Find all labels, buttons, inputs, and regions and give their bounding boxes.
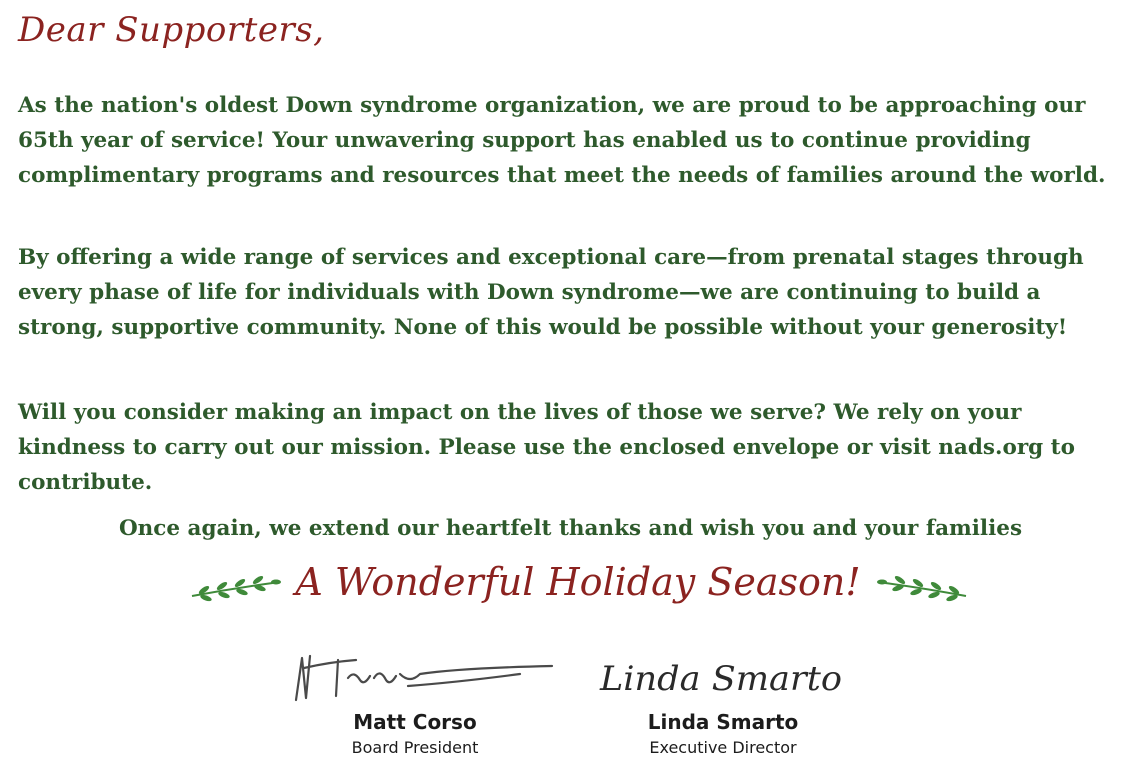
closing-line: Once again, we extend our heartfelt thanks and wish you and your families: [118, 516, 1023, 541]
greeting: Dear Supporters,: [18, 10, 325, 50]
letter-paragraph-1: As the nation's oldest Down syndrome organization, we are proud to be approaching our 65th year of service! Your unwavering support has enabled us to continue providing complimentary programs and resources that meet the needs of families around the world.: [18, 93, 1106, 188]
signature-block-linda-smarto: [592, 638, 854, 757]
holiday-message: A Wonderful Holiday Season!: [295, 560, 861, 604]
holiday-banner: [0, 556, 1141, 612]
signature-script: Linda Smarto: [598, 659, 842, 699]
handwritten-signature: [592, 638, 854, 710]
letter-paragraph-2: By offering a wide range of services and exceptional care—from prenatal stages through every phase of life for individuals with Down syndrome—we are continuing to build a strong, supportive community. None of this would be possible without your generosity!: [18, 245, 1084, 340]
signer-title: Executive Director: [649, 738, 797, 757]
signer-name: Linda Smarto: [647, 710, 799, 734]
laurel-sprig-icon: [876, 574, 968, 602]
laurel-sprig-icon: [190, 574, 282, 602]
signer-name: Matt Corso: [353, 710, 477, 734]
signer-title: Board President: [351, 738, 479, 757]
letter-paragraph-3: Will you consider making an impact on the lives of those we serve? We rely on your kindness to carry out our mission. Please use the enclosed envelope or visit nads.org to contribute.: [18, 400, 1075, 495]
handwritten-signature: [290, 638, 560, 710]
signature-block-matt-corso: [290, 638, 560, 757]
